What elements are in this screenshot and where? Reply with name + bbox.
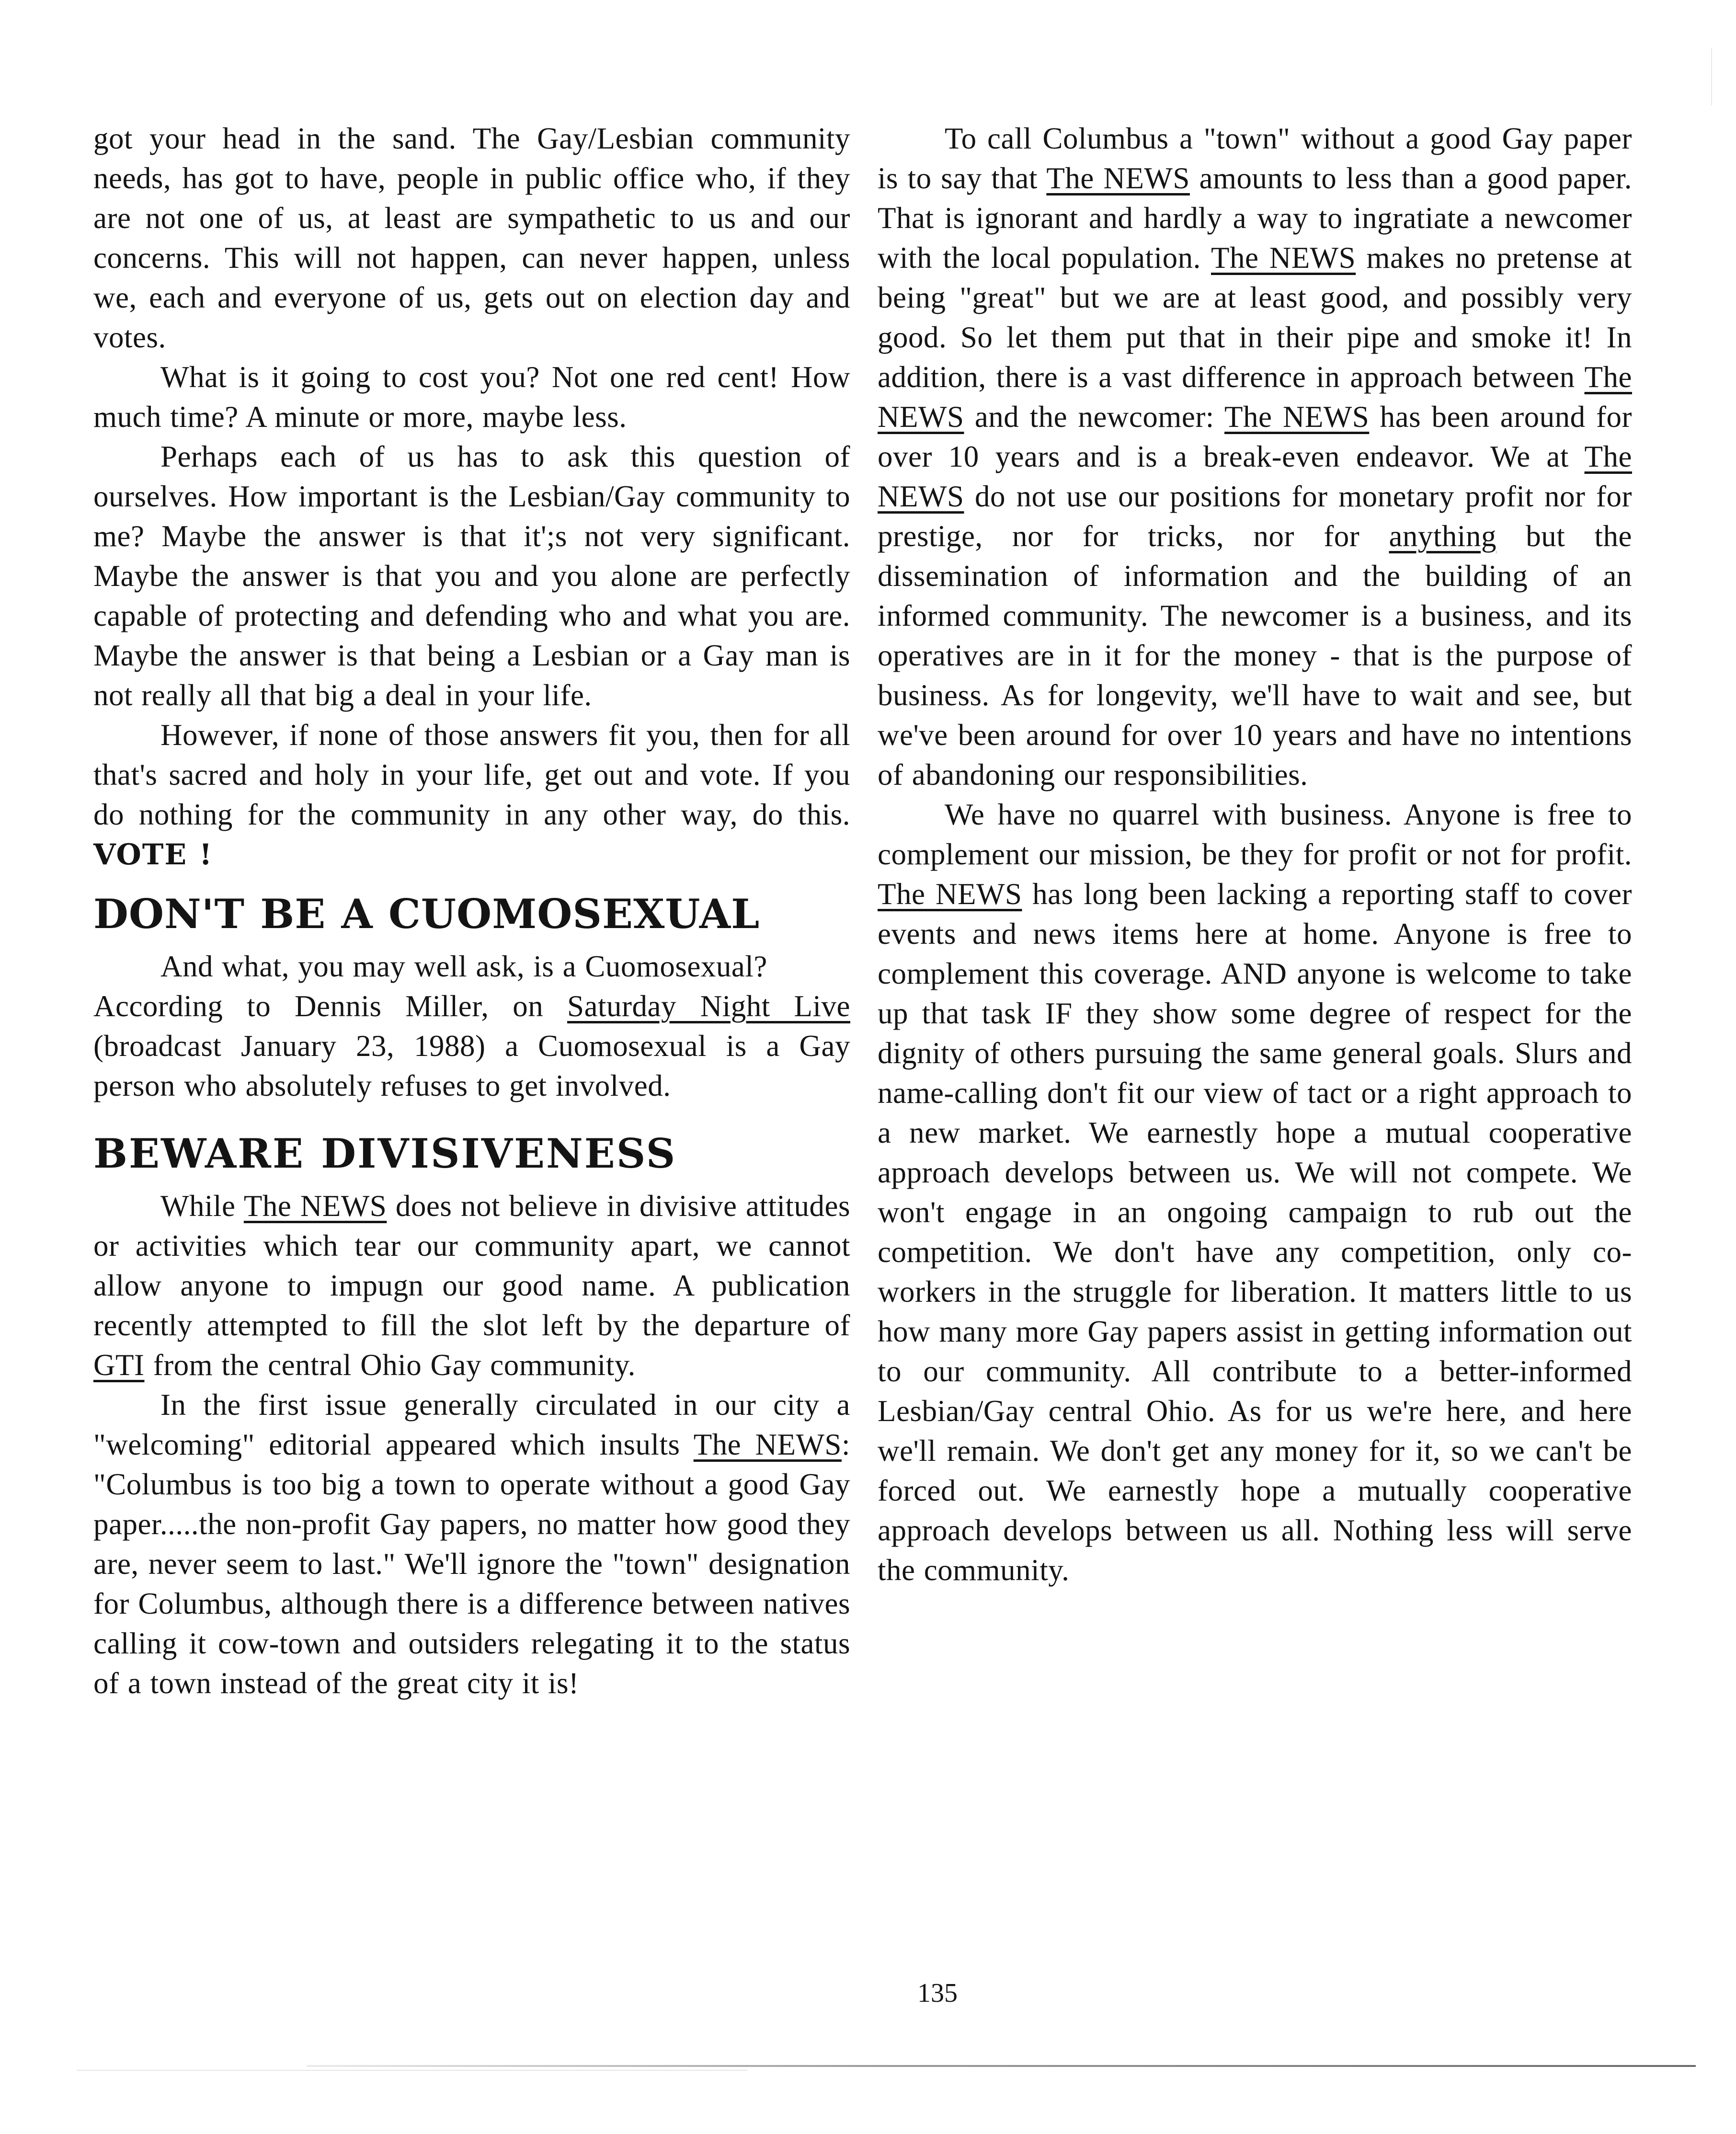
div-pre: While [160, 1189, 236, 1223]
heading-beware-divisiveness: BEWARE DIVISIVENESS [93, 1130, 677, 1177]
p1-c: makes no pretense at being "great" but we are at least good, and possibly very good. So let them put that in their pipe and smoke it! In addition, there is a vast difference in approach between [878, 241, 1632, 394]
cuomo-def-post: (broadcast January 23, 1988) a Cuomosexual is a Gay person who absolutely refuses to get involved. [93, 1029, 850, 1102]
paragraph-no-quarrel [878, 795, 1632, 1590]
heading-cuomosexual: DON'T BE A CUOMOSEXUAL [93, 890, 760, 938]
scan-edge-line [307, 2065, 1696, 2067]
the-news-ref: The NEWS [1211, 241, 1356, 275]
p2-a: We have no quarrel with business. Anyone is free to complement our mission, be they for profit or not for profit. [878, 798, 1632, 871]
p1-b: amounts to less than a good paper. That is ignorant and hardly a way to ingratiate a newcomer with the local population. [878, 161, 1632, 275]
paragraph-first-issue [93, 1385, 850, 1703]
p2-b: has long been lacking a reporting staff to cover events and news items here at home. Anyone is free to complement this coverage. AND anyone is welcome to take up that task IF they show some degree of respect for the dignity of others pursuing the same general goals. Slurs and name-calling don't fit our view of tact or a right approach to a new market. We earnestly hope a mutual cooperative approach develops between us. We will not compete. We won't engage in an ongoing campaign to rub out the competition. We don't have any competition, only co-workers in the struggle for liberation. It matters little to us how many more Gay papers assist in getting information out to our community. All contribute to a better-informed Lesbian/Gay central Ohio. As for us we're here, and here we'll remain. We don't get any money for it, so we can't be forced out. We earnestly hope a mutually cooperative approach develops between us all. Nothing less will serve the community. [878, 877, 1633, 1587]
anything-emphasis: anything [1389, 519, 1496, 553]
paragraph-divisiveness [93, 1186, 850, 1385]
the-news-ref: The NEWS [878, 877, 1022, 911]
p1-d: and the newcomer: [974, 400, 1214, 434]
paragraph-question: Perhaps each of us has to ask this question of ourselves. How important is the Lesbian/Gay community to me? Maybe the answer is that it';s not very significant. Maybe the answer is that you and you alone are perfectly capable of protecting and defending who and what you are. Maybe the answer is that being a Lesbian or a Gay man is not really all that big a deal in your life. [93, 440, 850, 712]
div-mid: does not believe in divisive attitudes or activities which tear our community apart, we cannot allow anyone to impugn our good name. A publication recently attempted to fill the slot left by the departure of [93, 1189, 850, 1342]
div-post: from the central Ohio Gay community. [153, 1348, 636, 1382]
the-news-ref: The NEWS [1224, 400, 1370, 434]
left-column [93, 119, 850, 1703]
the-news-ref: The NEWS [878, 440, 1632, 513]
gti-ref: GTI [93, 1348, 145, 1382]
the-news-ref: The NEWS [243, 1189, 387, 1223]
p1-g: but the dissemination of information and the building of an informed community. The newcomer is a business, and its operatives are in it for the money - that is the purpose of business. As for longevity, we'll have to wait and see, but we've been around for over 10 years and have no intentions of abandoning our responsibilities. [878, 519, 1632, 792]
paragraph-cuomo-question: And what, you may well ask, is a Cuomosexual? [160, 950, 767, 983]
the-news-ref: The NEWS [693, 1428, 842, 1461]
paragraph-cuomo-definition [93, 987, 850, 1106]
paragraph-town-paper [878, 119, 1632, 795]
the-news-ref: The NEWS [878, 360, 1632, 434]
p1-a: To call Columbus a "town" without a good Gay paper is to say that [878, 122, 1632, 195]
vote-emphasis: VOTE ! [93, 838, 213, 872]
the-news-ref: The NEWS [1046, 161, 1190, 195]
scan-edge-mark [1711, 48, 1712, 105]
paragraph-vote-intro: got your head in the sand. The Gay/Lesbian community needs, has got to have, people in public office who, if they are not one of us, at least are sympathetic to us and our concerns. This will not happen, can never happen, unless we, each and everyone of us, gets out on election day and votes. [93, 122, 850, 354]
p1-e: has been around for over 10 years and is a break-even endeavor. We at [878, 400, 1632, 473]
paragraph-get-out-vote [93, 715, 850, 875]
p1-f: do not use our positions for monetary profit nor for prestige, nor for tricks, nor for [878, 480, 1633, 553]
right-column [878, 119, 1632, 1590]
paragraph-cost: What is it going to cost you? Not one red cent! How much time? A minute or more, maybe less. [93, 360, 850, 434]
vote-text: However, if none of those answers fit you, then for all that's sacred and holy in your life, get out and vote. If you do nothing for the community in any other way, do this. [93, 718, 850, 831]
page-number: 135 [917, 1978, 958, 2008]
issue-post: : "Columbus is too big a town to operate without a good Gay paper.....the non-profit Gay papers, no matter how good they are, never seem to last." We'll ignore the "town" designation for Columbus, although there is a difference between natives calling it cow-town and outsiders relegating it to the status of a town instead of the great city it is! [93, 1428, 850, 1700]
snl-title: Saturday Night Live [567, 989, 851, 1023]
cuomo-def-pre: According to Dennis Miller, on [93, 989, 544, 1023]
scan-edge-faint [77, 2070, 747, 2071]
issue-pre: In the first issue generally circulated in our city a "welcoming" editorial appeared which insults [93, 1388, 850, 1461]
